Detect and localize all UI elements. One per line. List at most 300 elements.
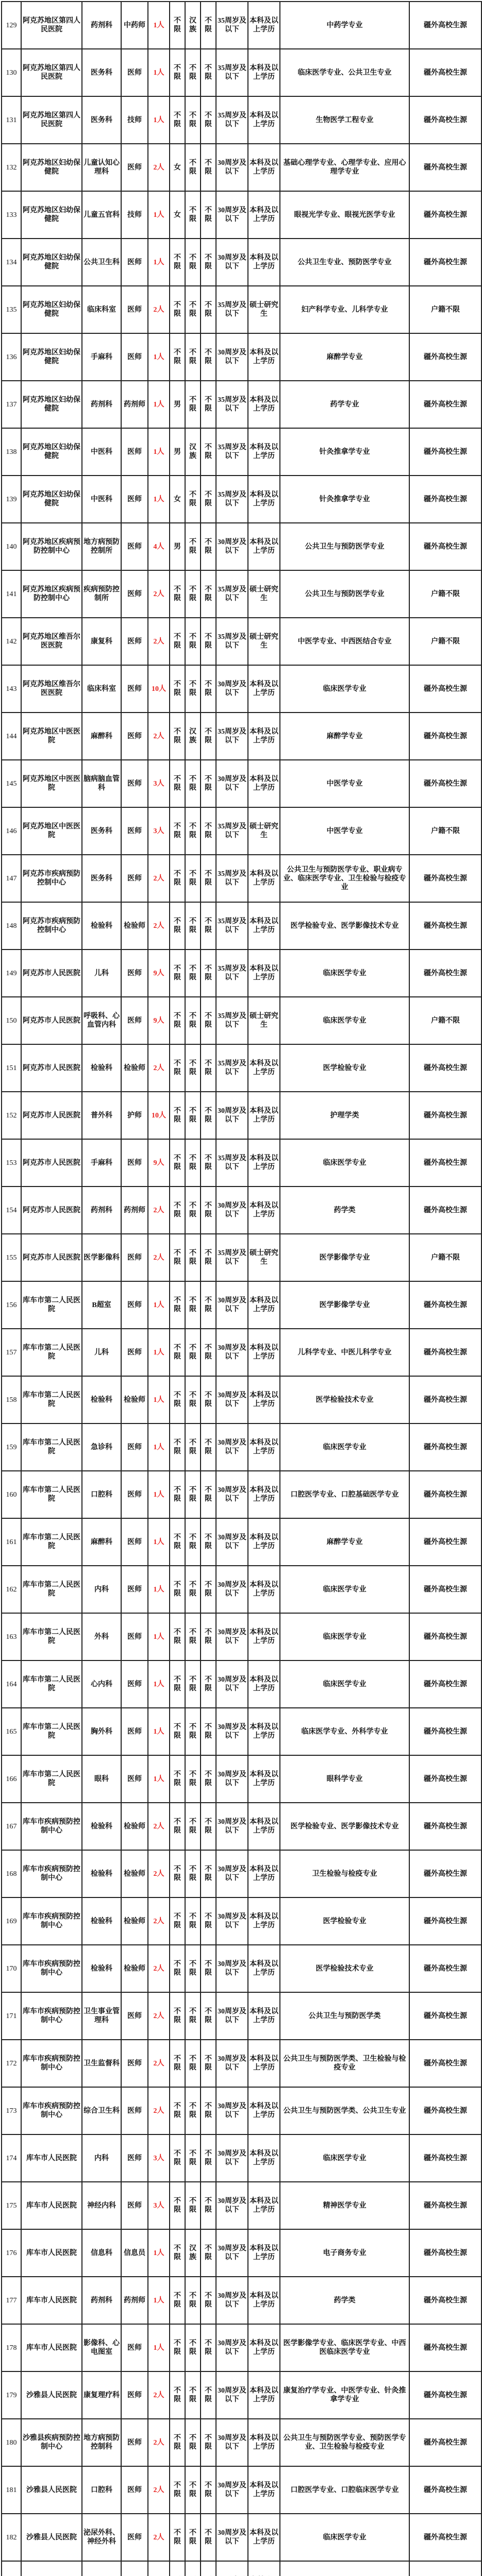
hiring-unit-cell: 阿克苏地区妇幼保健院 (21, 191, 82, 239)
position-type-cell: 技师 (121, 96, 148, 144)
applicant-source-cell: 疆外高校生源 (409, 665, 481, 713)
major-requirement-cell: 公共卫生与预防医学专业、职业病专业、临床医学专业、卫生检验与检疫专业 (280, 855, 409, 902)
position-type-cell: 医师 (121, 807, 148, 855)
ethnicity-cell: 汉族 (185, 428, 201, 476)
headcount-cell: 1人 (148, 1708, 170, 1755)
hiring-unit-cell: 库车市第二人民医院 (21, 1660, 82, 1708)
applicant-source-cell: 疆外高校生源 (409, 1897, 481, 1945)
political-status-cell: 不限 (201, 1945, 216, 1992)
age-limit-cell: 35周岁及以下 (216, 570, 248, 618)
education-cell: 本科及以上学历 (248, 1423, 280, 1471)
row-number-cell: 144 (2, 713, 21, 760)
table-row (2, 665, 481, 713)
row-number-cell: 156 (2, 1281, 21, 1329)
row-number-cell: 182 (2, 2514, 21, 2561)
headcount-cell: 1人 (148, 2, 170, 49)
hiring-unit-cell: 阿克苏地区维吾尔医医院 (21, 618, 82, 665)
table-row (2, 997, 481, 1044)
education-cell (248, 2561, 280, 2576)
row-number-cell: 148 (2, 902, 21, 950)
row-number-cell: 168 (2, 1850, 21, 1897)
education-cell: 硕士研究生 (248, 286, 280, 333)
political-status-cell: 不限 (201, 1755, 216, 1803)
education-cell: 本科及以上学历 (248, 1803, 280, 1850)
row-number-cell: 162 (2, 1566, 21, 1613)
ethnicity-cell: 不限 (185, 1044, 201, 1092)
gender-cell: 不限 (170, 570, 185, 618)
major-requirement-cell: 中医学专业 (280, 760, 409, 807)
table-row (2, 1329, 481, 1376)
gender-cell: 不限 (170, 286, 185, 333)
row-number-cell: 176 (2, 2229, 21, 2277)
applicant-source-cell: 疆外高校生源 (409, 1992, 481, 2040)
applicant-source-cell: 户籍不限 (409, 1234, 481, 1281)
education-cell: 本科及以上学历 (248, 1755, 280, 1803)
gender-cell: 男 (170, 381, 185, 428)
education-cell: 本科及以上学历 (248, 49, 280, 96)
ethnicity-cell: 不限 (185, 2277, 201, 2324)
row-number-cell: 167 (2, 1803, 21, 1850)
applicant-source-cell: 疆外高校生源 (409, 2514, 481, 2561)
headcount-cell: 2人 (148, 855, 170, 902)
age-limit-cell: 30周岁及以下 (216, 2466, 248, 2514)
political-status-cell: 不限 (201, 1660, 216, 1708)
ethnicity-cell: 不限 (185, 1566, 201, 1613)
applicant-source-cell: 疆外高校生源 (409, 2, 481, 49)
row-number-cell: 137 (2, 381, 21, 428)
position-type-cell: 医师 (121, 2087, 148, 2134)
political-status-cell: 不限 (201, 1708, 216, 1755)
age-limit-cell: 30周岁及以下 (216, 1281, 248, 1329)
ethnicity-cell: 不限 (185, 49, 201, 96)
position-type-cell: 医师 (121, 286, 148, 333)
education-cell: 本科及以上学历 (248, 1660, 280, 1708)
major-requirement-cell: 针灸推拿学专业 (280, 428, 409, 476)
applicant-source-cell: 疆外高校生源 (409, 476, 481, 523)
department-cell: 检验科 (82, 1803, 121, 1850)
row-number-cell: 170 (2, 1945, 21, 1992)
gender-cell: 不限 (170, 2182, 185, 2229)
gender-cell: 不限 (170, 1566, 185, 1613)
row-number-cell: 163 (2, 1613, 21, 1660)
age-limit-cell: 30周岁及以下 (216, 1613, 248, 1660)
age-limit-cell: 35周岁及以下 (216, 713, 248, 760)
political-status-cell: 不限 (201, 286, 216, 333)
gender-cell: 不限 (170, 1897, 185, 1945)
age-limit-cell: 30周岁及以下 (216, 1850, 248, 1897)
gender-cell: 不限 (170, 1518, 185, 1566)
political-status-cell: 不限 (201, 2514, 216, 2561)
hiring-unit-cell: 库车市人民医院 (21, 2229, 82, 2277)
position-type-cell: 药剂师 (121, 2277, 148, 2324)
position-type-cell: 医师 (121, 49, 148, 96)
age-limit-cell: 30周岁及以下 (216, 2514, 248, 2561)
ethnicity-cell: 不限 (185, 665, 201, 713)
headcount-cell: 2人 (148, 1992, 170, 2040)
headcount-cell: 2人 (148, 1945, 170, 1992)
age-limit-cell: 35周岁及以下 (216, 428, 248, 476)
department-cell: 中医科 (82, 428, 121, 476)
gender-cell: 不限 (170, 1234, 185, 1281)
applicant-source-cell: 疆外高校生源 (409, 1850, 481, 1897)
gender-cell: 不限 (170, 1376, 185, 1423)
table-row (2, 333, 481, 381)
position-type-cell: 医师 (121, 950, 148, 997)
major-requirement-cell: 中医学专业、中西医结合专业 (280, 618, 409, 665)
table-row (2, 713, 481, 760)
ethnicity-cell: 不限 (185, 855, 201, 902)
age-limit-cell: 30周岁及以下 (216, 523, 248, 570)
hiring-unit-cell: 库车市第二人民医院 (21, 1518, 82, 1566)
position-type-cell: 检验师 (121, 1945, 148, 1992)
political-status-cell: 不限 (201, 144, 216, 191)
department-cell: 药剂科 (82, 2277, 121, 2324)
hiring-unit-cell: 阿克苏市人民医院 (21, 997, 82, 1044)
row-number-cell: 140 (2, 523, 21, 570)
political-status-cell: 不限 (201, 1187, 216, 1234)
headcount-cell: 3人 (148, 2182, 170, 2229)
major-requirement-cell: 公共卫生与预防医学类、公共卫生专业 (280, 2087, 409, 2134)
hiring-unit-cell: 阿克苏市人民医院 (21, 1044, 82, 1092)
ethnicity-cell: 不限 (185, 523, 201, 570)
hiring-unit-cell: 沙雅县人民医院 (21, 2371, 82, 2419)
age-limit-cell: 30周岁及以下 (216, 2371, 248, 2419)
hiring-unit-cell: 沙雅县人民医院 (21, 2514, 82, 2561)
department-cell: 卫生监督科 (82, 2040, 121, 2087)
position-type-cell: 医师 (121, 2182, 148, 2229)
row-number-cell: 159 (2, 1423, 21, 1471)
position-type-cell: 医师 (121, 2371, 148, 2419)
political-status-cell: 不限 (201, 950, 216, 997)
major-requirement-cell: 临床医学专业 (280, 997, 409, 1044)
ethnicity-cell: 汉族 (185, 713, 201, 760)
applicant-source-cell: 疆外高校生源 (409, 1945, 481, 1992)
age-limit-cell: 30周岁及以下 (216, 1755, 248, 1803)
hiring-unit-cell: 库车市疾病预防控制中心 (21, 1803, 82, 1850)
table-row (2, 855, 481, 902)
ethnicity-cell: 不限 (185, 1613, 201, 1660)
department-cell: 眼科 (82, 1755, 121, 1803)
political-status-cell: 不限 (201, 1897, 216, 1945)
hiring-unit-cell: 库车市疾病预防控制中心 (21, 1897, 82, 1945)
position-type-cell: 医师 (121, 333, 148, 381)
department-cell: 神经内科 (82, 2182, 121, 2229)
major-requirement-cell: 药学专业 (280, 381, 409, 428)
row-number-cell: 149 (2, 950, 21, 997)
education-cell: 本科及以上学历 (248, 1281, 280, 1329)
major-requirement-cell: 口腔医学专业、口腔基础医学专业 (280, 1471, 409, 1518)
gender-cell: 不限 (170, 1471, 185, 1518)
major-requirement-cell: 电子商务专业 (280, 2229, 409, 2277)
age-limit-cell: 30周岁及以下 (216, 1376, 248, 1423)
political-status-cell: 不限 (201, 2371, 216, 2419)
major-requirement-cell: 护理学类 (280, 1092, 409, 1139)
age-limit-cell: 30周岁及以下 (216, 1803, 248, 1850)
headcount-cell: 2人 (148, 1850, 170, 1897)
political-status-cell: 不限 (201, 570, 216, 618)
age-limit-cell: 30周岁及以下 (216, 1660, 248, 1708)
ethnicity-cell: 不限 (185, 333, 201, 381)
hiring-unit-cell: 库车市人民医院 (21, 2277, 82, 2324)
hiring-unit-cell: 阿克苏市人民医院 (21, 950, 82, 997)
hiring-unit-cell: 阿克苏地区中医医院 (21, 760, 82, 807)
department-cell: 康复科 (82, 618, 121, 665)
education-cell: 硕士研究生 (248, 997, 280, 1044)
hiring-unit-cell: 库车市疾病预防控制中心 (21, 1992, 82, 2040)
political-status-cell: 不限 (201, 807, 216, 855)
applicant-source-cell: 疆外高校生源 (409, 1471, 481, 1518)
department-cell: 儿科 (82, 950, 121, 997)
education-cell: 本科及以上学历 (248, 1850, 280, 1897)
applicant-source-cell: 疆外高校生源 (409, 1187, 481, 1234)
headcount-cell: 1人 (148, 96, 170, 144)
hiring-unit-cell: 阿克苏市人民医院 (21, 1092, 82, 1139)
age-limit-cell: 30周岁及以下 (216, 2134, 248, 2182)
education-cell: 本科及以上学历 (248, 1139, 280, 1187)
ethnicity-cell: 不限 (185, 1850, 201, 1897)
row-number-cell: 160 (2, 1471, 21, 1518)
applicant-source-cell: 疆外高校生源 (409, 1755, 481, 1803)
headcount-cell: 1人 (148, 1471, 170, 1518)
table-row (2, 1518, 481, 1566)
position-type-cell: 检验师 (121, 1850, 148, 1897)
applicant-source-cell (409, 2561, 481, 2576)
headcount-cell: 2人 (148, 2419, 170, 2466)
position-type-cell: 医师 (121, 1660, 148, 1708)
major-requirement-cell: 临床医学专业 (280, 950, 409, 997)
age-limit-cell: 30周岁及以下 (216, 2182, 248, 2229)
table-row (2, 1945, 481, 1992)
education-cell: 本科及以上学历 (248, 2, 280, 49)
applicant-source-cell: 户籍不限 (409, 570, 481, 618)
row-number-cell: 164 (2, 1660, 21, 1708)
hiring-unit-cell: 阿克苏地区第四人民医院 (21, 49, 82, 96)
position-type-cell: 医师 (121, 1708, 148, 1755)
gender-cell: 男 (170, 428, 185, 476)
education-cell: 硕士研究生 (248, 618, 280, 665)
row-number-cell: 130 (2, 49, 21, 96)
position-type-cell: 医师 (121, 1329, 148, 1376)
major-requirement-cell: 妇产科学专业、儿科学专业 (280, 286, 409, 333)
political-status-cell: 不限 (201, 997, 216, 1044)
table-row (2, 96, 481, 144)
position-type-cell: 检验师 (121, 902, 148, 950)
headcount-cell: 1人 (148, 1613, 170, 1660)
department-cell: 泌尿外科、神经外科 (82, 2514, 121, 2561)
political-status-cell: 不限 (201, 96, 216, 144)
headcount-cell: 1人 (148, 191, 170, 239)
table-row (2, 1897, 481, 1945)
hiring-unit-cell: 阿克苏地区疾病预防控制中心 (21, 523, 82, 570)
major-requirement-cell: 医学检验专业 (280, 1897, 409, 1945)
row-number-cell: 173 (2, 2087, 21, 2134)
major-requirement-cell: 眼科学专业 (280, 1755, 409, 1803)
department-cell: 医务科 (82, 96, 121, 144)
applicant-source-cell: 户籍不限 (409, 807, 481, 855)
headcount-cell: 2人 (148, 1234, 170, 1281)
education-cell: 本科及以上学历 (248, 1329, 280, 1376)
headcount-cell: 1人 (148, 381, 170, 428)
table-row (2, 1471, 481, 1518)
education-cell: 本科及以上学历 (248, 2466, 280, 2514)
position-type-cell: 医师 (121, 2514, 148, 2561)
applicant-source-cell: 户籍不限 (409, 997, 481, 1044)
major-requirement-cell: 临床医学专业 (280, 1139, 409, 1187)
row-number-cell: 151 (2, 1044, 21, 1092)
political-status-cell: 不限 (201, 2040, 216, 2087)
table-row (2, 807, 481, 855)
age-limit-cell: 35周岁及以下 (216, 286, 248, 333)
hiring-unit-cell: 库车市第二人民医院 (21, 1708, 82, 1755)
age-limit-cell: 35周岁及以下 (216, 1044, 248, 1092)
department-cell: 药剂科 (82, 381, 121, 428)
political-status-cell: 不限 (201, 1518, 216, 1566)
gender-cell: 不限 (170, 1187, 185, 1234)
headcount-cell: 9人 (148, 1139, 170, 1187)
department-cell: 儿童认知心理科 (82, 144, 121, 191)
headcount-cell: 1人 (148, 333, 170, 381)
major-requirement-cell: 卫生检验与检疫专业 (280, 1850, 409, 1897)
major-requirement-cell: 临床医学专业 (280, 2514, 409, 2561)
department-cell: 麻醉科 (82, 713, 121, 760)
education-cell: 本科及以上学历 (248, 476, 280, 523)
gender-cell (170, 2561, 185, 2576)
ethnicity-cell: 不限 (185, 2324, 201, 2371)
age-limit-cell: 30周岁及以下 (216, 1945, 248, 1992)
ethnicity-cell: 不限 (185, 1234, 201, 1281)
ethnicity-cell: 不限 (185, 1423, 201, 1471)
headcount-cell: 2人 (148, 570, 170, 618)
table-row (2, 902, 481, 950)
education-cell: 本科及以上学历 (248, 2419, 280, 2466)
hiring-unit-cell: 库车市第二人民医院 (21, 1566, 82, 1613)
applicant-source-cell: 疆外高校生源 (409, 1376, 481, 1423)
political-status-cell: 不限 (201, 2182, 216, 2229)
age-limit-cell: 35周岁及以下 (216, 96, 248, 144)
position-type-cell (121, 2561, 148, 2576)
table-row (2, 2371, 481, 2419)
education-cell: 本科及以上学历 (248, 1992, 280, 2040)
row-number-cell: 141 (2, 570, 21, 618)
department-cell: 内科 (82, 1566, 121, 1613)
education-cell: 本科及以上学历 (248, 333, 280, 381)
major-requirement-cell: 临床医学专业、公共卫生专业 (280, 49, 409, 96)
row-number-cell: 138 (2, 428, 21, 476)
position-type-cell: 检验师 (121, 1897, 148, 1945)
department-cell: 药剂科 (82, 2, 121, 49)
hiring-unit-cell: 阿克苏地区妇幼保健院 (21, 476, 82, 523)
hiring-unit-cell: 阿克苏地区中医医院 (21, 807, 82, 855)
table-row (2, 286, 481, 333)
row-number-cell: 181 (2, 2466, 21, 2514)
ethnicity-cell: 不限 (185, 618, 201, 665)
department-cell: 口腔科 (82, 2466, 121, 2514)
hiring-unit-cell: 阿克苏地区妇幼保健院 (21, 428, 82, 476)
row-number-cell: 174 (2, 2134, 21, 2182)
table-row (2, 2182, 481, 2229)
table-row (2, 2277, 481, 2324)
hiring-unit-cell: 库车市第二人民医院 (21, 1613, 82, 1660)
row-number-cell: 139 (2, 476, 21, 523)
department-cell: 临床科室 (82, 665, 121, 713)
ethnicity-cell: 不限 (185, 144, 201, 191)
gender-cell: 不限 (170, 2514, 185, 2561)
ethnicity-cell: 不限 (185, 2182, 201, 2229)
department-cell: B超室 (82, 1281, 121, 1329)
gender-cell: 不限 (170, 49, 185, 96)
table-row (2, 428, 481, 476)
major-requirement-cell: 临床医学专业 (280, 1423, 409, 1471)
ethnicity-cell: 汉族 (185, 2229, 201, 2277)
headcount-cell: 1人 (148, 2277, 170, 2324)
row-number-cell: 175 (2, 2182, 21, 2229)
ethnicity-cell: 不限 (185, 1897, 201, 1945)
department-cell: 综合卫生科 (82, 2087, 121, 2134)
department-cell: 中医科 (82, 476, 121, 523)
position-type-cell: 医师 (121, 1613, 148, 1660)
major-requirement-cell: 口腔医学专业、口腔临床医学专业 (280, 2466, 409, 2514)
education-cell: 本科及以上学历 (248, 1613, 280, 1660)
ethnicity-cell: 不限 (185, 1755, 201, 1803)
hiring-unit-cell: 库车市第二人民医院 (21, 1755, 82, 1803)
table-row (2, 1234, 481, 1281)
headcount-cell: 2人 (148, 713, 170, 760)
position-type-cell: 医师 (121, 239, 148, 286)
political-status-cell: 不限 (201, 1139, 216, 1187)
gender-cell: 不限 (170, 2040, 185, 2087)
age-limit-cell: 30周岁及以下 (216, 191, 248, 239)
major-requirement-cell: 基础心理学专业、心理学专业、应用心理学专业 (280, 144, 409, 191)
age-limit-cell: 35周岁及以下 (216, 950, 248, 997)
headcount-cell: 1人 (148, 1423, 170, 1471)
department-cell: 检验科 (82, 902, 121, 950)
education-cell: 本科及以上学历 (248, 2514, 280, 2561)
position-type-cell: 医师 (121, 1139, 148, 1187)
table-row (2, 2324, 481, 2371)
row-number-cell: 165 (2, 1708, 21, 1755)
gender-cell: 不限 (170, 1423, 185, 1471)
major-requirement-cell: 康复治疗学专业、中医学专业、针灸推拿学专业 (280, 2371, 409, 2419)
applicant-source-cell: 疆外高校生源 (409, 144, 481, 191)
table-row (2, 2514, 481, 2561)
age-limit-cell: 35周岁及以下 (216, 807, 248, 855)
table-row (2, 1423, 481, 1471)
age-limit-cell: 35周岁及以下 (216, 49, 248, 96)
position-type-cell: 医师 (121, 760, 148, 807)
age-limit-cell: 35周岁及以下 (216, 2, 248, 49)
row-number-cell: 177 (2, 2277, 21, 2324)
row-number-cell: 166 (2, 1755, 21, 1803)
applicant-source-cell: 疆外高校生源 (409, 1708, 481, 1755)
major-requirement-cell: 医学检验技术专业 (280, 1376, 409, 1423)
headcount-cell: 3人 (148, 760, 170, 807)
hiring-unit-cell: 库车市第二人民医院 (21, 1281, 82, 1329)
political-status-cell: 不限 (201, 855, 216, 902)
political-status-cell: 不限 (201, 665, 216, 713)
department-cell: 检验科 (82, 1044, 121, 1092)
headcount-cell: 2人 (148, 2040, 170, 2087)
applicant-source-cell: 疆外高校生源 (409, 1566, 481, 1613)
ethnicity-cell: 不限 (185, 1945, 201, 1992)
headcount-cell: 3人 (148, 2134, 170, 2182)
table-row (2, 1376, 481, 1423)
political-status-cell: 不限 (201, 618, 216, 665)
age-limit-cell: 30周岁及以下 (216, 760, 248, 807)
hiring-unit-cell: 库车市人民医院 (21, 2324, 82, 2371)
political-status-cell: 不限 (201, 49, 216, 96)
table-row (2, 1992, 481, 2040)
row-number-cell: 135 (2, 286, 21, 333)
